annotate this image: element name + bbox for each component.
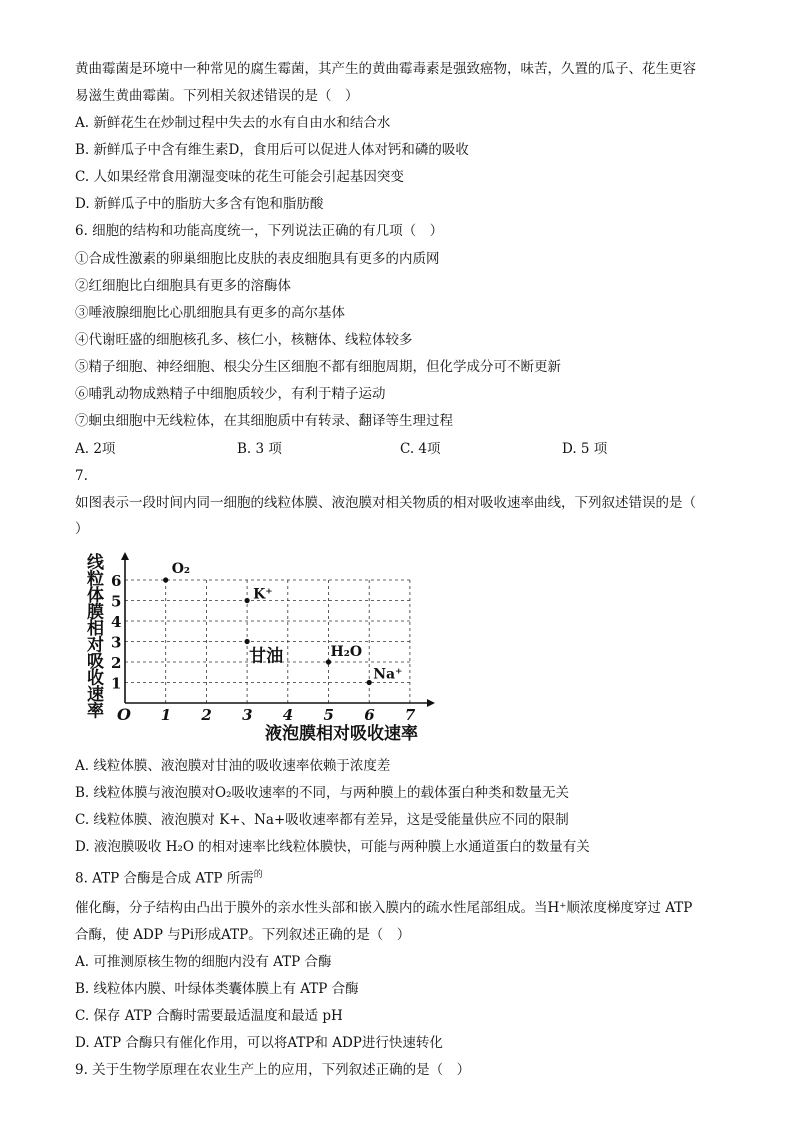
y-axis-arrow	[121, 552, 129, 560]
point-label: H₂O	[330, 644, 363, 660]
q7-stem-line2: ）	[75, 521, 89, 537]
q7-stem-line1: 如图表示一段时间内同一细胞的线粒体膜、液泡膜对相关物质的相对吸收速率曲线，下列叙述错误的是（	[75, 495, 696, 511]
q8-stem-sup: 的	[253, 870, 263, 880]
y-tick-label: 2	[111, 654, 122, 672]
x-tick-label: 6	[364, 706, 375, 724]
q6-option-a: A. 2项	[75, 441, 116, 457]
q8-option-c: C. 保存 ATP 合酶时需要最适温度和最适 pH	[75, 1008, 343, 1024]
q7-option-d: D. 液泡膜吸收 H₂O 的相对速率比线粒体膜快，可能与两种膜上水通道蛋白的数量有关	[75, 839, 590, 855]
q6-item-5: ⑤精子细胞、神经细胞、根尖分生区细胞不都有细胞周期，但化学成分可不断更新	[75, 359, 561, 375]
q6-item-3: ③唾液腺细胞比心肌细胞具有更多的高尔基体	[75, 305, 345, 321]
q5-option-d: D. 新鲜瓜子中的脂肪大多含有饱和脂肪酸	[75, 196, 324, 212]
q8-stem-line2: 催化酶，分子结构由凸出于膜外的亲水性头部和嵌入膜内的疏水性尾部组成。当H⁺顺浓度梯度穿过 ATP	[75, 900, 693, 916]
point-label: Na⁺	[373, 666, 403, 683]
x-axis-arrow	[427, 699, 435, 707]
q6-option-c: C. 4项	[400, 441, 441, 457]
data-point	[245, 598, 250, 603]
y-tick-label: 6	[111, 572, 122, 590]
q5-option-a: A. 新鲜花生在炒制过程中失去的水有自由水和结合水	[75, 115, 391, 131]
q8-option-d: D. ATP 合酶只有催化作用，可以将ATP和 ADP进行快速转化	[75, 1035, 443, 1051]
q8-option-b: B. 线粒体内膜、叶绿体类囊体膜上有 ATP 合酶	[75, 981, 359, 997]
x-tick-label: 1	[160, 706, 172, 724]
q8-stem-line3: 合酶，使 ADP 与Pi形成ATP。下列叙述正确的是（ ）	[75, 927, 411, 943]
q6-item-4: ④代谢旺盛的细胞核孔多、核仁小，核糖体、线粒体较多	[75, 332, 413, 348]
x-axis-title: 液泡膜相对吸收速率	[265, 724, 418, 744]
y-tick-label: 5	[111, 592, 122, 611]
q9-stem: 9. 关于生物学原理在农业生产上的应用，下列叙述正确的是（ ）	[75, 1062, 471, 1078]
absorption-rate-chart	[75, 548, 455, 748]
point-label: 甘油	[249, 646, 284, 667]
q6-item-7: ⑦蛔虫细胞中无线粒体，在其细胞质中有转录、翻译等生理过程	[75, 413, 453, 429]
q6-item-2: ②红细胞比白细胞具有更多的溶酶体	[75, 278, 291, 294]
x-tick-label: 3	[242, 706, 253, 724]
data-point	[326, 659, 331, 664]
q5-stem-line1: 黄曲霉菌是环境中一种常见的腐生霉菌，其产生的黄曲霉毒素是强致癌物，味苦，久置的瓜子、花生更容	[75, 61, 696, 77]
q7-option-b: B. 线粒体膜与液泡膜对O₂吸收速率的不同，与两种膜上的载体蛋白种类和数量无关	[75, 785, 569, 801]
q8-option-a: A. 可推测原核生物的细胞内没有 ATP 合酶	[75, 954, 332, 970]
origin-label: O	[117, 705, 131, 724]
y-tick-label: 4	[111, 613, 122, 631]
chart-axes	[121, 552, 435, 707]
y-tick-label: 1	[111, 674, 122, 693]
q7-number: 7.	[75, 468, 88, 484]
q6-item-1: ①合成性激素的卵巢细胞比皮肤的表皮细胞具有更多的内质网	[75, 251, 440, 267]
y-tick-label: 3	[111, 633, 122, 652]
q6-option-d: D. 5 项	[562, 441, 608, 457]
x-tick-label: 7	[404, 706, 416, 724]
q6-stem: 6. 细胞的结构和功能高度统一，下列说法正确的有几项（ ）	[75, 223, 444, 239]
q5-option-b: B. 新鲜瓜子中含有维生素D，食用后可以促进人体对钙和磷的吸收	[75, 142, 469, 158]
q6-item-6: ⑥哺乳动物成熟精子中细胞质较少，有利于精子运动	[75, 386, 386, 402]
data-point	[245, 639, 250, 644]
x-tick-label: 4	[282, 706, 294, 724]
q8-stem-text: 8. ATP 合酶是合成 ATP 所需	[75, 870, 254, 887]
data-point	[163, 577, 168, 582]
x-tick-label: 2	[201, 706, 212, 724]
x-tick-label: 5	[323, 706, 334, 724]
point-label: K⁺	[253, 586, 273, 603]
q7-option-a: A. 线粒体膜、液泡膜对甘油的吸收速率依赖于浓度差	[75, 758, 391, 774]
y-axis-title: 线粒体膜相对吸收速率	[87, 553, 104, 722]
q6-option-b: B. 3 项	[237, 441, 282, 457]
q7-option-c: C. 线粒体膜、液泡膜对 K+、Na+吸收速率都有差异，这是受能量供应不同的限制	[75, 812, 569, 828]
q8-stem-line1	[75, 866, 263, 888]
q5-option-c: C. 人如果经常食用潮湿变味的花生可能会引起基因突变	[75, 169, 404, 185]
q5-stem-line2: 易滋生黄曲霉菌。下列相关叙述错误的是（ ）	[75, 88, 359, 104]
point-label: O₂	[171, 561, 191, 577]
data-point	[367, 680, 372, 685]
